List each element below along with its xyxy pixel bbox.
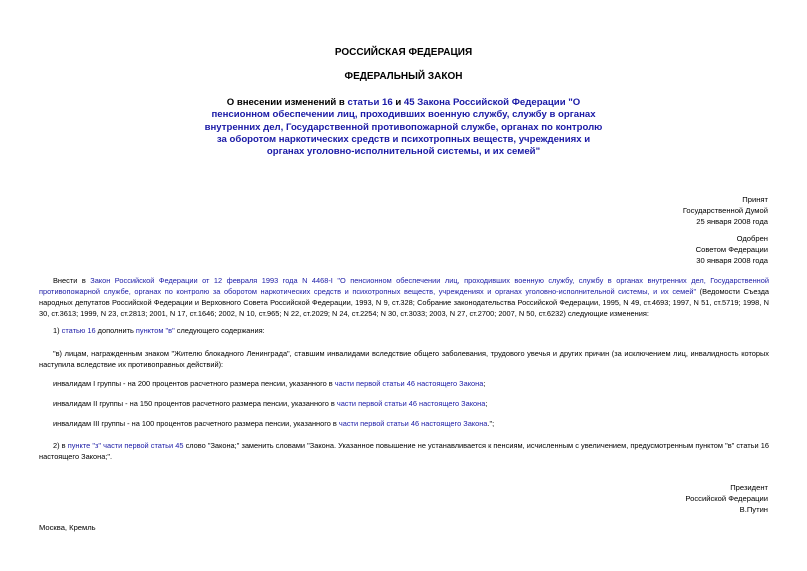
approved-line3: 30 января 2008 года: [696, 256, 768, 265]
title-and: и: [392, 97, 404, 108]
title-link-law[interactable]: Российской Федерации "О пенсионном обеспечении лиц, проходивших военную службу, службу в органах внутренних дел, Государственной противопожарной службе, органах по контролю за оборотом наркотических средств и психотропных веществ, учреждениях и органах уголовно-исполнительной системы, и их семей": [204, 97, 603, 158]
group-2-end: ;: [485, 399, 488, 408]
item1-num: 1): [53, 326, 62, 335]
group-3-text: инвалидам III группы - на 100 процентов расчетного размера пенсии, указанного в: [53, 419, 339, 428]
title-lead: О внесении изменений в: [226, 97, 348, 108]
item-1: [53, 325, 769, 336]
intro-after: (Ведомости Съезда народных депутатов Российской Федерации и Верховного Совета Российской Федерации, 1993, N 9, ст.328; Собрание законодательства Российской Федерации, 1995, N 49, ст.4693; 1997, N 51, ст.5719; 1998, N 30, ст.3613; 1999, N 23, ст.2813; 2001, N 17, ст.1646; 2002, N 10, ст.965; N 22, ст.2029; N 24, ст.2254; N 30, ст.3033; 2003, N 27, ст.2700; 2007, N 50, ст.6232) следующие изменения:: [39, 287, 769, 318]
quote-paragraph: "в) лицам, награжденным знаком "Жителю блокадного Ленинграда", ставшим инвалидами вследствие общего заболевания, трудового увечья и других причин (за исключением лиц, инвалидность которых наступила вследствие их противоправных действий):: [39, 349, 769, 369]
group-1-link[interactable]: части первой статьи 46 настоящего Закона: [334, 379, 484, 388]
adopted-block: [568, 194, 768, 227]
signature-block: [568, 482, 768, 515]
approved-line2: Советом Федерации: [695, 245, 768, 254]
group-3-line: [53, 418, 769, 429]
group-2-text: инвалидам II группы - на 150 процентов расчетного размера пенсии, указанного в: [53, 399, 337, 408]
group-3-end: .";: [487, 419, 495, 428]
item1-mid: дополнить: [95, 326, 136, 335]
item1-end: следующего содержания:: [174, 326, 265, 335]
title-link-article16[interactable]: статьи 16: [347, 97, 393, 108]
group-1-text: инвалидам I группы - на 200 процентов расчетного размера пенсии, указанного в: [53, 379, 335, 388]
adopted-line2: Государственной Думой: [682, 206, 768, 215]
group-3-link[interactable]: части первой статьи 46 настоящего Закона: [338, 419, 488, 428]
item2-rest: слово "Закона;" заменить словами "Закона. Указанное повышение не устанавливается к пенсиям, исчисленным с увеличением, предусмотренным пунктом "в" статьи 16 настоящего Закона;".: [39, 441, 769, 461]
group-2-link[interactable]: части первой статьи 46 настоящего Закона: [336, 399, 486, 408]
intro-law-link[interactable]: Закон Российской Федерации от 12 февраля 1993 года N 4468-I "О пенсионном обеспечении лиц, проходивших военную службу, службу в органах внутренних дел, Государственной противопожарной службе, органах по контролю за оборотом наркотических средств и психотропных веществ, учреждениях и органах уголовно-исполнительной системы, и их семей": [39, 276, 769, 296]
item2-link[interactable]: пункте "з" части первой статьи 45: [67, 441, 184, 450]
country-heading: РОССИЙСКАЯ ФЕДЕРАЦИЯ: [334, 47, 473, 58]
item-2: [39, 440, 769, 462]
group-1-line: [53, 378, 769, 389]
group-1-end: ;: [483, 379, 486, 388]
group-2-line: [53, 398, 769, 409]
law-title: [200, 97, 607, 158]
adopted-line3: 25 января 2008 года: [696, 217, 768, 226]
signature-country: Российской Федерации: [685, 494, 768, 503]
signature-name: В.Путин: [739, 505, 768, 514]
approved-block: [568, 233, 768, 266]
intro-before: Внести в: [53, 276, 91, 285]
item1-link-article16[interactable]: статью 16: [61, 326, 96, 335]
title-link-article45[interactable]: 45 Закона: [403, 97, 451, 108]
signature-title: Президент: [730, 483, 768, 492]
intro-paragraph: [39, 275, 769, 319]
adopted-line1: Принят: [742, 195, 768, 204]
item2-num: 2) в: [53, 441, 68, 450]
place-line: Москва, Кремль: [39, 523, 96, 532]
item1-link-point-v[interactable]: пунктом "в": [135, 326, 175, 335]
approved-line1: Одобрен: [736, 234, 768, 243]
doc-type-heading: ФЕДЕРАЛЬНЫЙ ЗАКОН: [344, 71, 463, 82]
